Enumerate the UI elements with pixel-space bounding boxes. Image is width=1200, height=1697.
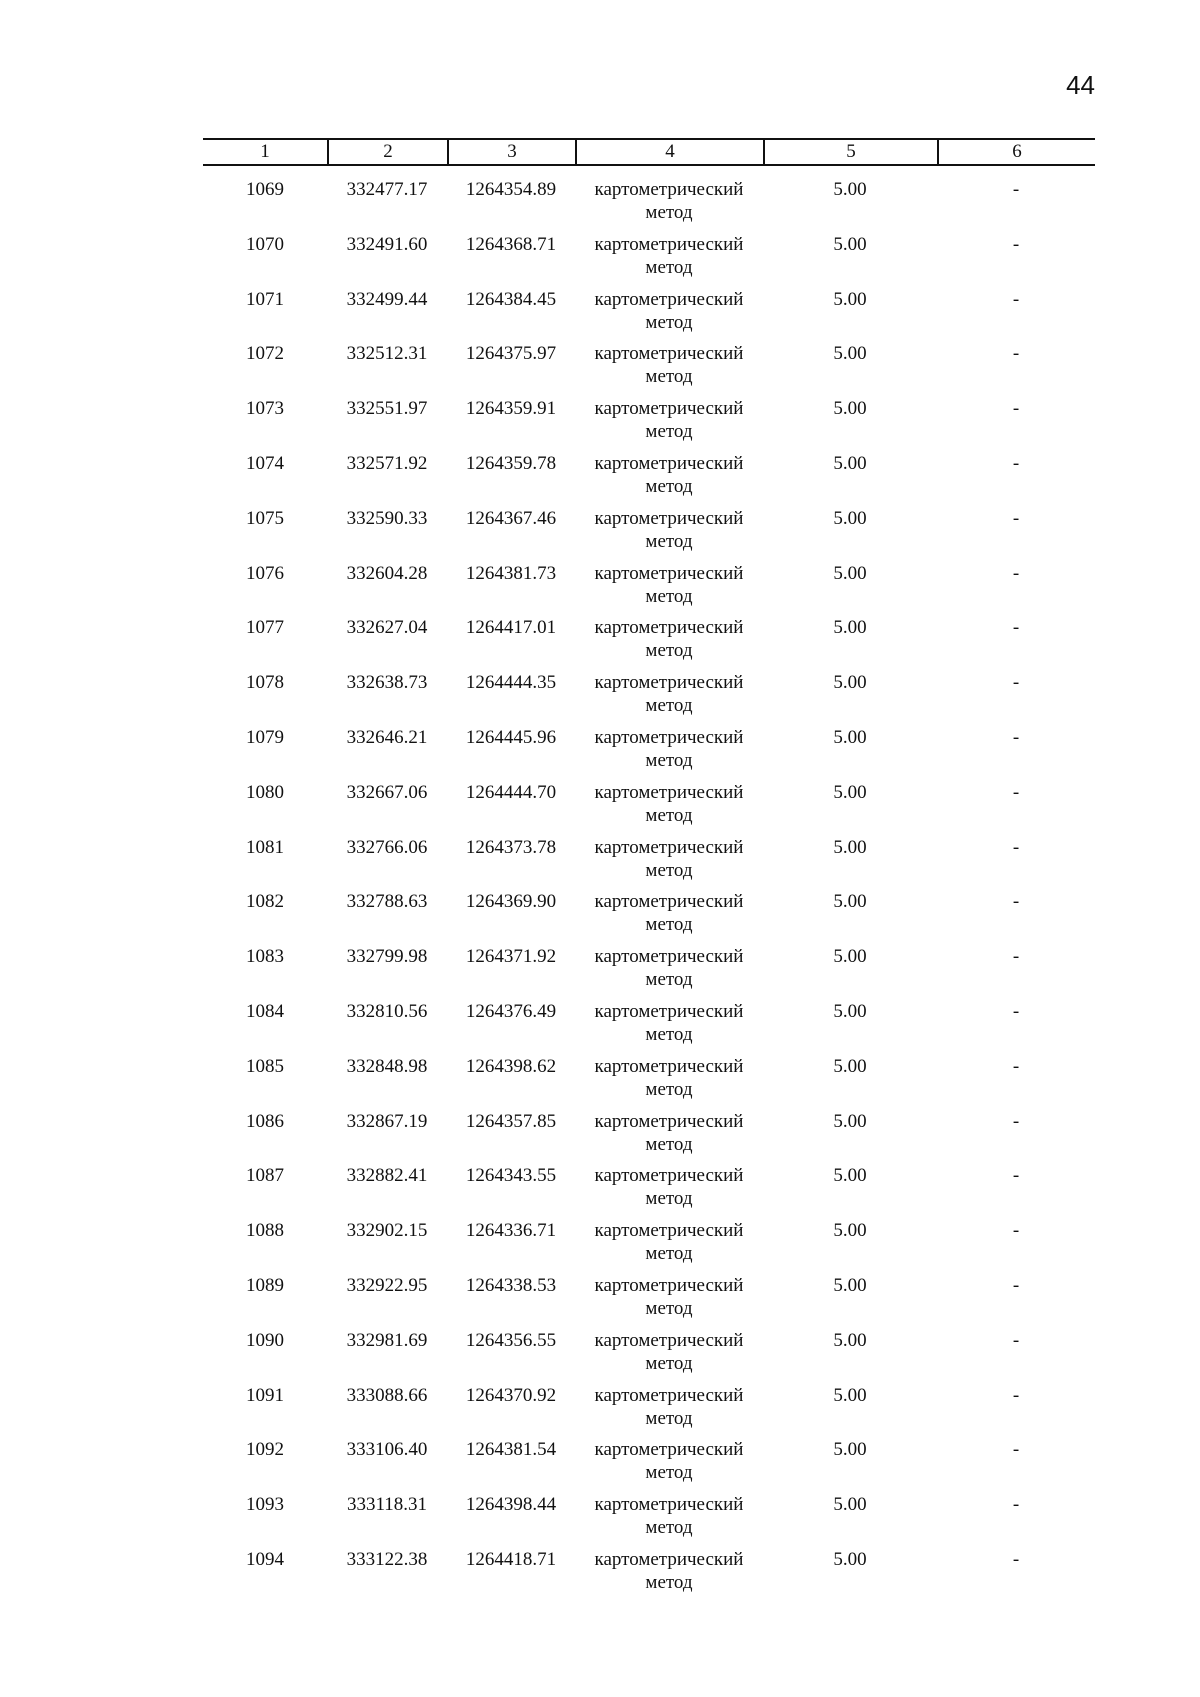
method-line-2: метод — [645, 749, 693, 771]
y-coordinate-cell: 1264370.92 — [465, 1384, 557, 1406]
note-cell: - — [1012, 891, 1020, 913]
note-cell: - — [1012, 507, 1020, 529]
point-number-cell: 1087 — [246, 1165, 284, 1187]
accuracy-cell: 5.00 — [833, 1220, 867, 1242]
note-cell: - — [1012, 1329, 1020, 1351]
method-line-1: картометрический — [594, 1220, 744, 1242]
table-row — [203, 1219, 1095, 1274]
note-cell: - — [1012, 179, 1020, 200]
method-line-2: метод — [645, 1407, 693, 1429]
x-coordinate-cell: 332590.33 — [346, 507, 428, 529]
method-line-1: картометрический — [594, 562, 744, 584]
y-coordinate-cell: 1264359.91 — [465, 398, 557, 420]
point-number-cell: 1080 — [246, 781, 284, 803]
method-line-2: метод — [645, 311, 693, 333]
x-coordinate-cell: 333122.38 — [346, 1548, 428, 1570]
y-coordinate-cell: 1264398.44 — [465, 1494, 557, 1516]
table-row — [203, 671, 1095, 726]
column-header-1: 1 — [260, 141, 270, 162]
note-cell: - — [1012, 836, 1020, 858]
method-cell — [575, 1164, 763, 1210]
method-line-1: картометрический — [594, 1384, 744, 1406]
note-cell: - — [1012, 233, 1020, 255]
y-coordinate-cell: 1264398.62 — [465, 1055, 557, 1077]
method-cell — [575, 1329, 763, 1375]
note-cell: - — [1012, 1439, 1020, 1461]
accuracy-cell: 5.00 — [833, 617, 867, 639]
note-cell: - — [1012, 781, 1020, 803]
method-line-1: картометрический — [594, 343, 744, 365]
method-line-1: картометрический — [594, 1000, 744, 1022]
x-coordinate-cell: 332638.73 — [346, 672, 428, 694]
accuracy-cell: 5.00 — [833, 836, 867, 858]
x-coordinate-cell: 332799.98 — [346, 946, 428, 968]
method-cell — [575, 1384, 763, 1430]
method-line-2: метод — [645, 1352, 693, 1374]
x-coordinate-cell: 332551.97 — [346, 398, 428, 420]
method-line-2: метод — [645, 804, 693, 826]
method-cell — [575, 836, 763, 882]
y-coordinate-cell: 1264338.53 — [465, 1274, 557, 1296]
x-coordinate-cell: 332788.63 — [346, 891, 428, 913]
point-number-cell: 1072 — [246, 343, 284, 365]
accuracy-cell: 5.00 — [833, 1274, 867, 1296]
method-line-1: картометрический — [594, 398, 744, 420]
accuracy-cell: 5.00 — [833, 343, 867, 365]
method-cell — [575, 1548, 763, 1594]
x-coordinate-cell: 332848.98 — [346, 1055, 428, 1077]
method-cell — [575, 1110, 763, 1156]
method-cell — [575, 616, 763, 662]
method-cell — [575, 562, 763, 608]
y-coordinate-cell: 1264336.71 — [465, 1220, 557, 1242]
point-number-cell: 1069 — [246, 179, 284, 200]
method-line-1: картометрический — [594, 1494, 744, 1516]
note-cell: - — [1012, 1000, 1020, 1022]
method-line-1: картометрический — [594, 836, 744, 858]
accuracy-cell: 5.00 — [833, 1055, 867, 1077]
method-cell — [575, 507, 763, 553]
method-cell — [575, 726, 763, 772]
method-line-2: метод — [645, 475, 693, 497]
point-number-cell: 1084 — [246, 1000, 284, 1022]
table-row — [203, 1164, 1095, 1219]
note-cell: - — [1012, 726, 1020, 748]
method-line-1: картометрический — [594, 672, 744, 694]
point-number-cell: 1071 — [246, 288, 284, 310]
method-line-1: картометрический — [594, 1165, 744, 1187]
method-line-2: метод — [645, 969, 693, 991]
method-line-2: метод — [645, 1078, 693, 1100]
point-number-cell: 1076 — [246, 562, 284, 584]
x-coordinate-cell: 333118.31 — [346, 1494, 428, 1516]
y-coordinate-cell: 1264368.71 — [465, 233, 557, 255]
method-line-2: метод — [645, 421, 693, 443]
x-coordinate-cell: 332477.17 — [346, 179, 428, 200]
table-row — [203, 1329, 1095, 1384]
point-number-cell: 1077 — [246, 617, 284, 639]
method-line-2: метод — [645, 1243, 693, 1265]
point-number-cell: 1091 — [246, 1384, 284, 1406]
point-number-cell: 1094 — [246, 1548, 284, 1570]
table-row — [203, 562, 1095, 617]
point-number-cell: 1085 — [246, 1055, 284, 1077]
table-header — [203, 138, 1095, 166]
method-line-2: метод — [645, 585, 693, 607]
y-coordinate-cell: 1264384.45 — [465, 288, 557, 310]
method-line-2: метод — [645, 1188, 693, 1210]
note-cell: - — [1012, 1165, 1020, 1187]
method-line-2: метод — [645, 202, 693, 223]
table-row — [203, 726, 1095, 781]
method-line-2: метод — [645, 1462, 693, 1484]
point-number-cell: 1079 — [246, 726, 284, 748]
x-coordinate-cell: 333106.40 — [346, 1439, 428, 1461]
y-coordinate-cell: 1264444.35 — [465, 672, 557, 694]
method-line-1: картометрический — [594, 1329, 744, 1351]
table-body — [203, 178, 1095, 1603]
method-cell — [575, 178, 763, 224]
accuracy-cell: 5.00 — [833, 1000, 867, 1022]
table-row — [203, 507, 1095, 562]
x-coordinate-cell: 332667.06 — [346, 781, 428, 803]
x-coordinate-cell: 332491.60 — [346, 233, 428, 255]
method-cell — [575, 397, 763, 443]
method-cell — [575, 671, 763, 717]
accuracy-cell: 5.00 — [833, 1439, 867, 1461]
column-header-3: 3 — [447, 140, 575, 164]
note-cell: - — [1012, 398, 1020, 420]
method-cell — [575, 1219, 763, 1265]
note-cell: - — [1012, 343, 1020, 365]
method-line-1: картометрический — [594, 1055, 744, 1077]
method-line-1: картометрический — [594, 507, 744, 529]
note-cell: - — [1012, 1110, 1020, 1132]
table-row — [203, 1548, 1095, 1603]
note-cell: - — [1012, 562, 1020, 584]
accuracy-cell: 5.00 — [833, 507, 867, 529]
point-number-cell: 1083 — [246, 946, 284, 968]
y-coordinate-cell: 1264356.55 — [465, 1329, 557, 1351]
method-line-2: метод — [645, 1297, 693, 1319]
x-coordinate-cell: 332646.21 — [346, 726, 428, 748]
method-line-1: картометрический — [594, 1548, 744, 1570]
point-number-cell: 1070 — [246, 233, 284, 255]
x-coordinate-cell: 332882.41 — [346, 1165, 428, 1187]
point-number-cell: 1081 — [246, 836, 284, 858]
method-line-2: метод — [645, 530, 693, 552]
method-cell — [575, 945, 763, 991]
method-line-1: картометрический — [594, 891, 744, 913]
point-number-cell: 1089 — [246, 1274, 284, 1296]
method-cell — [575, 233, 763, 279]
accuracy-cell: 5.00 — [833, 288, 867, 310]
y-coordinate-cell: 1264376.49 — [465, 1000, 557, 1022]
point-number-cell: 1078 — [246, 672, 284, 694]
table-row — [203, 1110, 1095, 1165]
method-line-2: метод — [645, 256, 693, 278]
method-line-1: картометрический — [594, 946, 744, 968]
x-coordinate-cell: 332512.31 — [346, 343, 428, 365]
table-row — [203, 1493, 1095, 1548]
method-line-2: метод — [645, 1133, 693, 1155]
y-coordinate-cell: 1264381.73 — [465, 562, 557, 584]
method-line-1: картометрический — [594, 617, 744, 639]
method-line-1: картометрический — [594, 1274, 744, 1296]
y-coordinate-cell: 1264354.89 — [465, 179, 557, 200]
accuracy-cell: 5.00 — [833, 1329, 867, 1351]
accuracy-cell: 5.00 — [833, 398, 867, 420]
note-cell: - — [1012, 1548, 1020, 1570]
method-line-2: метод — [645, 1571, 693, 1593]
method-cell — [575, 1055, 763, 1101]
note-cell: - — [1012, 452, 1020, 474]
table-row — [203, 233, 1095, 288]
point-number-cell: 1093 — [246, 1494, 284, 1516]
y-coordinate-cell: 1264444.70 — [465, 781, 557, 803]
column-header-4: 4 — [575, 140, 763, 164]
y-coordinate-cell: 1264343.55 — [465, 1165, 557, 1187]
method-line-2: метод — [645, 695, 693, 717]
accuracy-cell: 5.00 — [833, 562, 867, 584]
note-cell: - — [1012, 1274, 1020, 1296]
y-coordinate-cell: 1264381.54 — [465, 1439, 557, 1461]
table-row — [203, 1055, 1095, 1110]
note-cell: - — [1012, 1220, 1020, 1242]
accuracy-cell: 5.00 — [833, 233, 867, 255]
table-row — [203, 1000, 1095, 1055]
x-coordinate-cell: 332766.06 — [346, 836, 428, 858]
method-line-1: картометрический — [594, 452, 744, 474]
method-line-1: картометрический — [594, 1110, 744, 1132]
y-coordinate-cell: 1264359.78 — [465, 452, 557, 474]
note-cell: - — [1012, 946, 1020, 968]
table-row — [203, 452, 1095, 507]
method-line-2: метод — [645, 640, 693, 662]
method-cell — [575, 1493, 763, 1539]
x-coordinate-cell: 333088.66 — [346, 1384, 428, 1406]
method-cell — [575, 1274, 763, 1320]
table-row — [203, 397, 1095, 452]
column-header-5: 5 — [763, 140, 937, 164]
accuracy-cell: 5.00 — [833, 1110, 867, 1132]
accuracy-cell: 5.00 — [833, 1548, 867, 1570]
table-row — [203, 616, 1095, 671]
x-coordinate-cell: 332902.15 — [346, 1220, 428, 1242]
table-row — [203, 781, 1095, 836]
method-line-2: метод — [645, 914, 693, 936]
point-number-cell: 1088 — [246, 1220, 284, 1242]
method-line-1: картометрический — [594, 288, 744, 310]
method-cell — [575, 288, 763, 334]
table-row — [203, 890, 1095, 945]
method-line-2: метод — [645, 859, 693, 881]
table-row — [203, 288, 1095, 343]
method-line-2: метод — [645, 1517, 693, 1539]
point-number-cell: 1086 — [246, 1110, 284, 1132]
method-cell — [575, 781, 763, 827]
method-cell — [575, 1438, 763, 1484]
method-line-1: картометрический — [594, 1439, 744, 1461]
method-cell — [575, 342, 763, 388]
accuracy-cell: 5.00 — [833, 452, 867, 474]
method-cell — [575, 452, 763, 498]
x-coordinate-cell: 332981.69 — [346, 1329, 428, 1351]
x-coordinate-cell: 332867.19 — [346, 1110, 428, 1132]
y-coordinate-cell: 1264371.92 — [465, 946, 557, 968]
y-coordinate-cell: 1264369.90 — [465, 891, 557, 913]
x-coordinate-cell: 332810.56 — [346, 1000, 428, 1022]
table-row — [203, 178, 1095, 233]
method-line-1: картометрический — [594, 781, 744, 803]
column-header-6: 6 — [937, 140, 1095, 164]
x-coordinate-cell: 332499.44 — [346, 288, 428, 310]
accuracy-cell: 5.00 — [833, 891, 867, 913]
accuracy-cell: 5.00 — [833, 179, 867, 200]
note-cell: - — [1012, 1494, 1020, 1516]
point-number-cell: 1090 — [246, 1329, 284, 1351]
table-row — [203, 1274, 1095, 1329]
point-number-cell: 1074 — [246, 452, 284, 474]
note-cell: - — [1012, 617, 1020, 639]
point-number-cell: 1092 — [246, 1439, 284, 1461]
method-cell — [575, 1000, 763, 1046]
method-line-2: метод — [645, 1023, 693, 1045]
column-header-2: 2 — [327, 140, 447, 164]
table-row — [203, 945, 1095, 1000]
accuracy-cell: 5.00 — [833, 672, 867, 694]
y-coordinate-cell: 1264375.97 — [465, 343, 557, 365]
point-number-cell: 1075 — [246, 507, 284, 529]
note-cell: - — [1012, 672, 1020, 694]
y-coordinate-cell: 1264373.78 — [465, 836, 557, 858]
page-number: 44 — [1066, 70, 1095, 100]
x-coordinate-cell: 332571.92 — [346, 452, 428, 474]
method-line-2: метод — [645, 366, 693, 388]
point-number-cell: 1073 — [246, 398, 284, 420]
y-coordinate-cell: 1264417.01 — [465, 617, 557, 639]
method-cell — [575, 890, 763, 936]
method-line-1: картометрический — [594, 179, 744, 200]
y-coordinate-cell: 1264418.71 — [465, 1548, 557, 1570]
x-coordinate-cell: 332922.95 — [346, 1274, 428, 1296]
accuracy-cell: 5.00 — [833, 1494, 867, 1516]
accuracy-cell: 5.00 — [833, 946, 867, 968]
x-coordinate-cell: 332604.28 — [346, 562, 428, 584]
accuracy-cell: 5.00 — [833, 781, 867, 803]
table-row — [203, 342, 1095, 397]
note-cell: - — [1012, 288, 1020, 310]
point-number-cell: 1082 — [246, 891, 284, 913]
x-coordinate-cell: 332627.04 — [346, 617, 428, 639]
accuracy-cell: 5.00 — [833, 726, 867, 748]
table-row — [203, 1384, 1095, 1439]
note-cell: - — [1012, 1055, 1020, 1077]
accuracy-cell: 5.00 — [833, 1384, 867, 1406]
method-line-1: картометрический — [594, 233, 744, 255]
table-row — [203, 1438, 1095, 1493]
note-cell: - — [1012, 1384, 1020, 1406]
y-coordinate-cell: 1264445.96 — [465, 726, 557, 748]
method-line-1: картометрический — [594, 726, 744, 748]
y-coordinate-cell: 1264367.46 — [465, 507, 557, 529]
table-row — [203, 836, 1095, 891]
y-coordinate-cell: 1264357.85 — [465, 1110, 557, 1132]
accuracy-cell: 5.00 — [833, 1165, 867, 1187]
